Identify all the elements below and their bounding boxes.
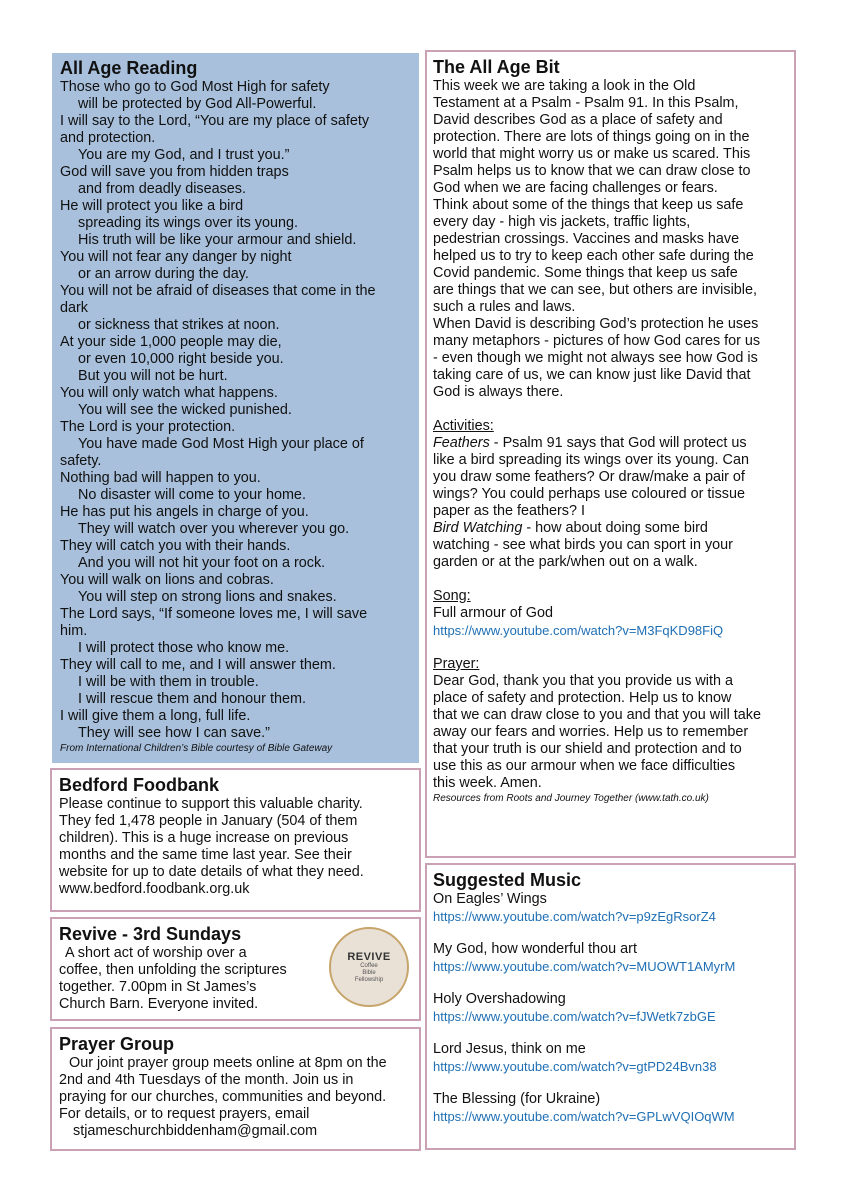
music-link[interactable]: https://www.youtube.com/watch?v=p9zEgRsorZ4: [433, 909, 716, 924]
revive-line: coffee, then unfolding the scriptures: [59, 962, 287, 978]
reading-line: You will walk on lions and cobras.: [60, 572, 274, 588]
prayer-heading: Prayer:: [433, 656, 480, 672]
song-title: Full armour of God: [433, 605, 553, 621]
reading-line: or even 10,000 right beside you.: [78, 351, 284, 367]
foodbank-title: Bedford Foodbank: [59, 775, 219, 795]
feathers-label: Feathers: [433, 435, 490, 451]
reading-line: Nothing bad will happen to you.: [60, 470, 261, 486]
prayer-email-link[interactable]: stjameschurchbiddenham@gmail.com: [73, 1123, 318, 1139]
revive-panel: [50, 917, 421, 1021]
reading-line: I will protect those who know me.: [78, 640, 290, 656]
music-title: Holy Overshadowing: [433, 991, 566, 1007]
all-age-bit-title: The All Age Bit: [433, 57, 560, 77]
all-age-bit-line: Think about some of the things that keep us safe: [433, 197, 744, 213]
spacer: [433, 571, 788, 588]
reading-line: You will not fear any danger by night: [60, 249, 292, 265]
bird-watching-text: - how about doing some bird: [522, 520, 708, 536]
music-list: [433, 891, 788, 1125]
revive-text: [59, 945, 311, 1013]
reading-line: will be protected by God All-Powerful.: [78, 96, 317, 112]
activities-heading: Activities:: [433, 418, 494, 434]
all-age-bit-line: helped us to try to keep each other safe during the: [433, 248, 754, 264]
music-title: The Blessing (for Ukraine): [433, 1091, 601, 1107]
reading-line: God will save you from hidden traps: [60, 164, 289, 180]
all-age-bit-line: God when we are facing challenges or fears.: [433, 180, 718, 196]
music-item: [433, 891, 788, 925]
reading-line: And you will not hit your foot on a rock.: [78, 555, 326, 571]
feathers-line: wings? You could perhaps use coloured or tissue: [433, 486, 746, 502]
all-age-bit-line: When David is describing God’s protection he uses: [433, 316, 759, 332]
revive-logo-title: REVIVE: [347, 950, 391, 963]
all-age-bit-text: [433, 78, 788, 806]
feathers-text: - Psalm 91 says that God will protect us: [489, 435, 747, 451]
foodbank-line: months and the same time last year. See their: [59, 847, 352, 863]
foodbank-line: children). This is a huge increase on previous: [59, 830, 349, 846]
reading-line: dark: [60, 300, 88, 316]
prayer-line: this week. Amen.: [433, 775, 542, 791]
reading-line: You are my God, and I trust you.”: [78, 147, 290, 163]
music-title: Lord Jesus, think on me: [433, 1041, 586, 1057]
prayer-group-text: [59, 1055, 412, 1140]
prayer-line: Dear God, thank you that you provide us with a: [433, 673, 733, 689]
all-age-reading-title: All Age Reading: [60, 58, 198, 78]
prayer-line: that your truth is our shield and protection and to: [433, 741, 742, 757]
reading-citation: From International Children’s Bible courtesy of Bible Gateway: [60, 743, 333, 754]
foodbank-panel: [50, 768, 421, 912]
prayer-line: that we can draw close to you and that you will take: [433, 707, 761, 723]
feathers-activity: [433, 435, 788, 452]
all-age-reading-panel: [52, 53, 419, 763]
reading-line: You will only watch what happens.: [60, 385, 278, 401]
all-age-bit-line: Testament at a Psalm - Psalm 91. In this Psalm,: [433, 95, 739, 111]
reading-line: Those who go to God Most High for safety: [60, 79, 330, 95]
music-item: [433, 991, 788, 1025]
music-title: My God, how wonderful thou art: [433, 941, 637, 957]
reading-line: He has put his angels in charge of you.: [60, 504, 309, 520]
foodbank-line: Please continue to support this valuable charity.: [59, 796, 363, 812]
foodbank-line: website for up to date details of what they need.: [59, 864, 364, 880]
prayer-group-line: praying for our churches, communities and beyond.: [59, 1089, 387, 1105]
feathers-line: like a bird spreading its wings over its young. Can: [433, 452, 749, 468]
all-age-bit-line: pedestrian crossings. Vaccines and masks have: [433, 231, 740, 247]
music-title: On Eagles’ Wings: [433, 891, 547, 907]
bird-watching-line: watching - see what birds you can sport in your: [433, 537, 733, 553]
all-age-bit-line: every day - high vis jackets, traffic lights,: [433, 214, 691, 230]
prayer-line: place of safety and protection. Help us to know: [433, 690, 732, 706]
feathers-line: you draw some feathers? Or draw/make a pair of: [433, 469, 745, 485]
prayer-group-line: For details, or to request prayers, email: [59, 1106, 310, 1122]
revive-logo-subtitle: Coffee Bible Fellowship: [354, 962, 384, 983]
spacer: [433, 639, 788, 656]
reading-line: spreading its wings over its young.: [78, 215, 298, 231]
reading-line: or sickness that strikes at noon.: [78, 317, 280, 333]
reading-line: They will see how I can save.”: [78, 725, 270, 741]
reading-line: or an arrow during the day.: [78, 266, 249, 282]
reading-line: They will catch you with their hands.: [60, 538, 291, 554]
all-age-bit-line: - even though we might not always see how God is: [433, 350, 758, 366]
all-age-bit-line: taking care of us, we can know just like David that: [433, 367, 751, 383]
reading-text: [60, 79, 411, 742]
revive-logo: [329, 927, 409, 1007]
all-age-bit-line: protection. There are lots of things going on in the: [433, 129, 750, 145]
reading-line: and protection.: [60, 130, 156, 146]
music-item: [433, 941, 788, 975]
all-age-bit-line: such a rules and laws.: [433, 299, 576, 315]
reading-line: They will watch over you wherever you go.: [78, 521, 350, 537]
foodbank-line: They fed 1,478 people in January (504 of them: [59, 813, 358, 829]
reading-line: He will protect you like a bird: [60, 198, 244, 214]
all-age-bit-line: world that might worry us or make us scared. This: [433, 146, 751, 162]
prayer-line: away our fears and worries. Help us to remember: [433, 724, 749, 740]
spacer: [433, 401, 788, 418]
reading-line: You will not be afraid of diseases that come in the: [60, 283, 376, 299]
song-heading: Song:: [433, 588, 471, 604]
all-age-bit-line: many metaphors - pictures of how God cares for us: [433, 333, 761, 349]
prayer-group-title: Prayer Group: [59, 1034, 175, 1054]
all-age-bit-line: God is always there.: [433, 384, 564, 400]
reading-line: But you will not be hurt.: [78, 368, 228, 384]
prayer-group-panel: [50, 1027, 421, 1151]
reading-line: You will see the wicked punished.: [78, 402, 292, 418]
resources-citation: Resources from Roots and Journey Together (www.tath.co.uk): [433, 793, 709, 804]
reading-line: No disaster will come to your home.: [78, 487, 306, 503]
reading-line: and from deadly diseases.: [78, 181, 246, 197]
revive-line: A short act of worship over a: [65, 945, 247, 961]
reading-line: The Lord says, “If someone loves me, I will save: [60, 606, 368, 622]
music-link[interactable]: https://www.youtube.com/watch?v=MUOWT1AMyrM: [433, 959, 736, 974]
foodbank-website-link[interactable]: www.bedford.foodbank.org.uk: [59, 881, 250, 897]
reading-line: I will say to the Lord, “You are my place of safety: [60, 113, 370, 129]
bird-watching-line: garden or at the park/when out on a walk.: [433, 554, 698, 570]
reading-line: I will give them a long, full life.: [60, 708, 251, 724]
reading-line: At your side 1,000 people may die,: [60, 334, 282, 350]
music-item: [433, 1091, 788, 1125]
reading-line: safety.: [60, 453, 102, 469]
all-age-bit-line: David describes God as a place of safety and: [433, 112, 723, 128]
all-age-bit-line: Covid pandemic. Some things that keep us safe: [433, 265, 738, 281]
all-age-bit-panel: [425, 50, 796, 858]
prayer-group-line: Our joint prayer group meets online at 8pm on the: [69, 1055, 387, 1071]
reading-line: You will step on strong lions and snakes.: [78, 589, 337, 605]
revive-line: together. 7.00pm in St James’s: [59, 979, 257, 995]
reading-line: You have made God Most High your place of: [78, 436, 364, 452]
reading-line: They will call to me, and I will answer them.: [60, 657, 336, 673]
bird-watching-label: Bird Watching: [433, 520, 523, 536]
music-link[interactable]: https://www.youtube.com/watch?v=GPLwVQIOqWM: [433, 1109, 735, 1124]
reading-line: The Lord is your protection.: [60, 419, 236, 435]
prayer-line: use this as our armour when we face difficulties: [433, 758, 736, 774]
suggested-music-panel: [425, 863, 796, 1150]
music-item: [433, 1041, 788, 1075]
feathers-line: paper as the feathers? I: [433, 503, 586, 519]
music-link[interactable]: https://www.youtube.com/watch?v=gtPD24Bvn38: [433, 1059, 717, 1074]
music-link[interactable]: https://www.youtube.com/watch?v=fJWetk7zbGE: [433, 1009, 716, 1024]
revive-title: Revive - 3rd Sundays: [59, 924, 242, 944]
all-age-bit-line: are things that we can see, but others are invisible,: [433, 282, 757, 298]
reading-line: I will be with them in trouble.: [78, 674, 259, 690]
song-link[interactable]: https://www.youtube.com/watch?v=M3FqKD98FiQ: [433, 623, 724, 638]
all-age-bit-line: Psalm helps us to know that we can draw close to: [433, 163, 751, 179]
prayer-group-line: 2nd and 4th Tuesdays of the month. Join us in: [59, 1072, 354, 1088]
reading-line: His truth will be like your armour and shield.: [78, 232, 357, 248]
all-age-bit-line: This week we are taking a look in the Old: [433, 78, 696, 94]
reading-line: I will rescue them and honour them.: [78, 691, 306, 707]
foodbank-text: [59, 796, 412, 898]
revive-line: Church Barn. Everyone invited.: [59, 996, 259, 1012]
bird-watching-activity: [433, 520, 788, 537]
reading-line: him.: [60, 623, 88, 639]
suggested-music-title: Suggested Music: [433, 870, 582, 890]
